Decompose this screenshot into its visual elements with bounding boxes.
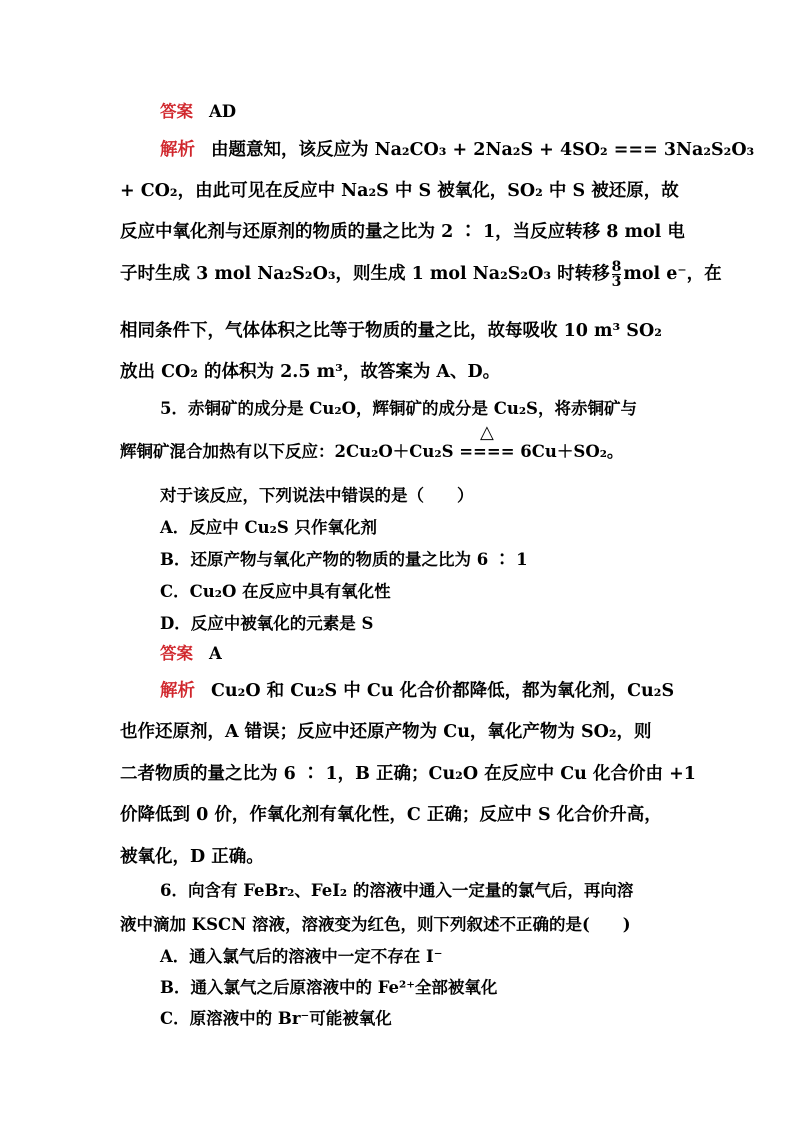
answer-label: 答案: [160, 644, 193, 663]
q6-option-b: B．通入氯气之后原溶液中的 Fe²⁺全部被氧化: [160, 978, 498, 997]
q5-answer-line: [160, 640, 720, 664]
answer-label: 答案: [160, 102, 193, 121]
q4-analysis-text-4: 子时生成 3 mol Na₂S₂O₃，则生成 1 mol Na₂S₂O₃ 时转移: [120, 264, 610, 284]
q5-option-b: B．还原产物与氧化产物的物质的量之比为 6 ∶ 1: [160, 550, 528, 569]
q5-stem-line-2: [120, 422, 680, 462]
heat-triangle-icon: △: [479, 422, 494, 443]
q4-analysis-line-6: 放出 CO₂ 的体积为 2.5 m³，故答案为 A、D。: [120, 362, 501, 382]
q5-analysis-text-1: Cu₂O 和 Cu₂S 中 Cu 化合价都降低，都为氧化剂，Cu₂S: [211, 681, 675, 701]
q5-option-d: D．反应中被氧化的元素是 S: [160, 614, 374, 633]
q4-answer: AD: [209, 102, 237, 121]
q5-analysis-line-4: 价降低到 0 价，作氧化剂有氧化性，C 正确；反应中 S 化合价升高，: [120, 805, 662, 825]
analysis-label: 解析: [160, 681, 195, 701]
q5-equation-lhs: 辉铜矿混合加热有以下反应：2Cu₂O＋Cu₂S: [120, 442, 454, 461]
q5-analysis-line-1: [160, 677, 720, 702]
q5-equation-rhs: 6Cu＋SO₂。: [520, 442, 624, 461]
q4-answer-line: [160, 98, 720, 122]
q5-analysis-line-3: 二者物质的量之比为 6 ∶ 1，B 正确；Cu₂O 在反应中 Cu 化合价由 +1: [120, 764, 696, 784]
q4-analysis-line-1: [160, 136, 755, 161]
q5-answer: A: [209, 644, 222, 663]
frac-denominator: 3: [611, 274, 622, 290]
q5-option-a: A．反应中 Cu₂S 只作氧化剂: [160, 518, 378, 537]
q5-option-c: C．Cu₂O 在反应中具有氧化性: [160, 582, 391, 601]
q5-stem-line-1: 5．赤铜矿的成分是 Cu₂O，辉铜矿的成分是 Cu₂S，将赤铜矿与: [160, 399, 637, 418]
q6-stem-line-1: 6．向含有 FeBr₂、FeI₂ 的溶液中通入一定量的氯气后，再向溶: [160, 881, 634, 900]
equals-sign: ====: [459, 442, 515, 461]
q5-prompt: 对于该反应，下列说法中错误的是（ ）: [160, 486, 474, 505]
q5-analysis-line-5: 被氧化，D 正确。: [120, 847, 264, 867]
q6-option-a: A．通入氯气后的溶液中一定不存在 I⁻: [160, 947, 443, 966]
q6-option-c: C．原溶液中的 Br⁻可能被氧化: [160, 1009, 392, 1028]
heat-arrow: [459, 422, 515, 461]
q4-analysis-line-3: 反应中氧化剂与还原剂的物质的量之比为 2 ∶ 1，当反应转移 8 mol 电: [120, 222, 685, 242]
q4-analysis-line-2: + CO₂，由此可见在反应中 Na₂S 中 S 被氧化，SO₂ 中 S 被还原，故: [120, 181, 679, 201]
q4-analysis-text-1: 由题意知，该反应为 Na₂CO₃ + 2Na₂S + 4SO₂ === 3Na₂S₂O₃: [211, 140, 755, 160]
q4-analysis-line-4: [120, 259, 722, 290]
q5-analysis-line-2: 也作还原剂，A 错误；反应中还原产物为 Cu，氧化产物为 SO₂，则: [120, 722, 652, 742]
analysis-label: 解析: [160, 140, 195, 160]
q6-stem-line-2: 液中滴加 KSCN 溶液，溶液变为红色，则下列叙述不正确的是( ): [120, 915, 631, 934]
frac-numerator: 8: [611, 259, 622, 275]
q4-analysis-frac-tail: mol e⁻，在: [623, 264, 722, 284]
q4-analysis-line-5: 相同条件下，气体体积之比等于物质的量之比，故每吸收 10 m³ SO₂: [120, 321, 662, 341]
fraction-8-3: [612, 260, 622, 289]
